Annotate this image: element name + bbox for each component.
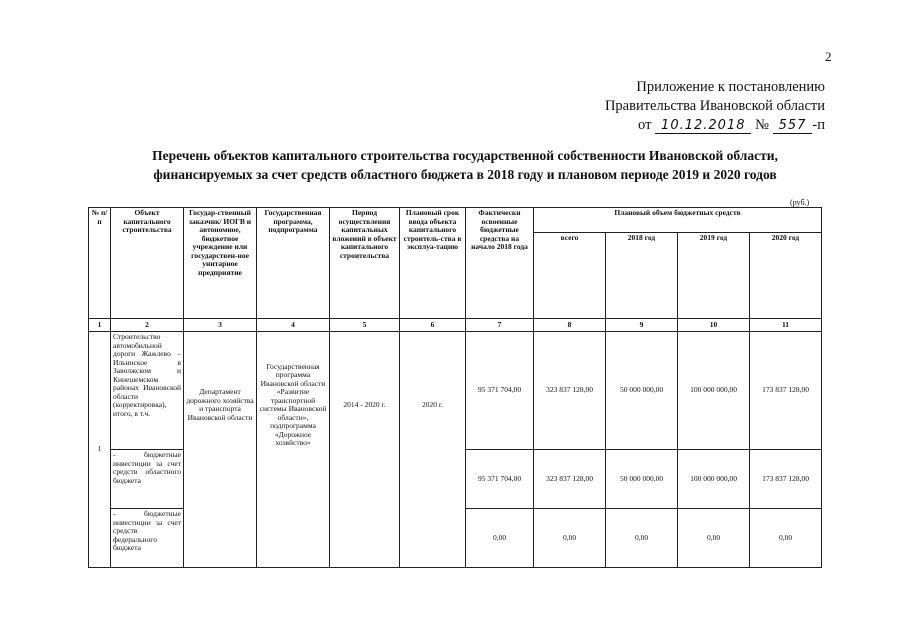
total-value: 323 837 128,00	[534, 450, 606, 509]
program-cell: Государственная программа Ивановской области «Развитие транспортной системы Ивановской области», подпрограмма «Дорожное хозяйство»	[257, 332, 330, 568]
header-2019: 2019 год	[678, 233, 750, 319]
title-line1: Перечень объектов капитального строительства государственной собственности Ивановской области,	[152, 148, 778, 163]
col-number: 9	[606, 319, 678, 332]
header-actual: Фактически освоенные бюджетные средства на начало 2018 года	[466, 208, 534, 319]
resolution-date: 10.12.2018	[655, 119, 751, 134]
table-row	[89, 332, 822, 450]
header-num: № п/п	[89, 208, 111, 319]
number-suffix: -п	[812, 117, 825, 133]
col-number: 2	[111, 319, 184, 332]
col-number: 8	[534, 319, 606, 332]
col-number: 4	[257, 319, 330, 332]
actual-value: 95 371 704,00	[466, 332, 534, 450]
col-number: 5	[330, 319, 400, 332]
value-2020: 173 837 128,00	[750, 450, 822, 509]
value-2018: 0,00	[606, 509, 678, 568]
header-2018: 2018 год	[606, 233, 678, 319]
col-number: 10	[678, 319, 750, 332]
period-cell: 2014 - 2020 г.	[330, 332, 400, 568]
number-label: №	[755, 117, 769, 133]
value-2018: 50 000 000,00	[606, 450, 678, 509]
value-2020: 173 837 128,00	[750, 332, 822, 450]
total-value: 0,00	[534, 509, 606, 568]
header-2020: 2020 год	[750, 233, 822, 319]
header-total: всего	[534, 233, 606, 319]
column-numbers-row	[89, 319, 822, 332]
value-2019: 100 000 000,00	[678, 450, 750, 509]
total-value: 323 837 128,00	[534, 332, 606, 450]
appendix-block	[605, 78, 825, 135]
document-title	[100, 146, 830, 184]
header-object: Объект капитального строительства	[111, 208, 184, 319]
resolution-number: 557	[773, 119, 813, 134]
appendix-line2: Правительства Ивановской области	[604, 98, 825, 114]
currency-unit: (руб.)	[790, 198, 810, 207]
actual-value: 95 371 704,00	[466, 450, 534, 509]
value-2018: 50 000 000,00	[606, 332, 678, 450]
header-deadline: Плановый срок ввода объекта капитального строитель-ства в эксплуа-тацию	[400, 208, 466, 319]
page-number: 2	[825, 49, 832, 64]
from-label: от	[638, 117, 652, 133]
row-number: 1	[89, 332, 111, 568]
col-number: 7	[466, 319, 534, 332]
title-line2: финансируемых за счет средств областного бюджета в 2018 году и плановом периоде 2019 и 2020 годов	[153, 167, 777, 182]
appendix-line3	[605, 116, 825, 135]
header-row-1	[89, 208, 822, 233]
objects-table	[88, 207, 822, 568]
header-planned: Плановый объем бюджетных средств	[534, 208, 822, 233]
value-2019: 0,00	[678, 509, 750, 568]
header-customer: Государ-ственный заказчик/ ИОГВ и автономное, бюджетное учреждение или государствен-ное унитарное предприятие	[184, 208, 257, 319]
col-number: 3	[184, 319, 257, 332]
value-2020: 0,00	[750, 509, 822, 568]
object-name: Строительство автомобильной дороги Жажлево – Ильинское в Заволжском и Кинешемском районах Ивановской области (корректировка), итого, в т.ч.	[111, 332, 184, 450]
col-number: 6	[400, 319, 466, 332]
header-program: Государственная программа, подпрограмма	[257, 208, 330, 319]
object-name: - бюджетные инвестиции за счет средств областного бюджета	[111, 450, 184, 509]
col-number: 11	[750, 319, 822, 332]
header-period: Период осуществления капитальных вложений в объект капитального строительства	[330, 208, 400, 319]
customer-cell: Департамент дорожного хозяйства и транспорта Ивановской области	[184, 332, 257, 568]
actual-value: 0,00	[466, 509, 534, 568]
col-number: 1	[89, 319, 111, 332]
value-2019: 100 000 000,00	[678, 332, 750, 450]
object-name: - бюджетные инвестиции за счет средств федерального бюджета	[111, 509, 184, 568]
appendix-line1: Приложение к постановлению	[636, 79, 825, 95]
deadline-cell: 2020 г.	[400, 332, 466, 568]
